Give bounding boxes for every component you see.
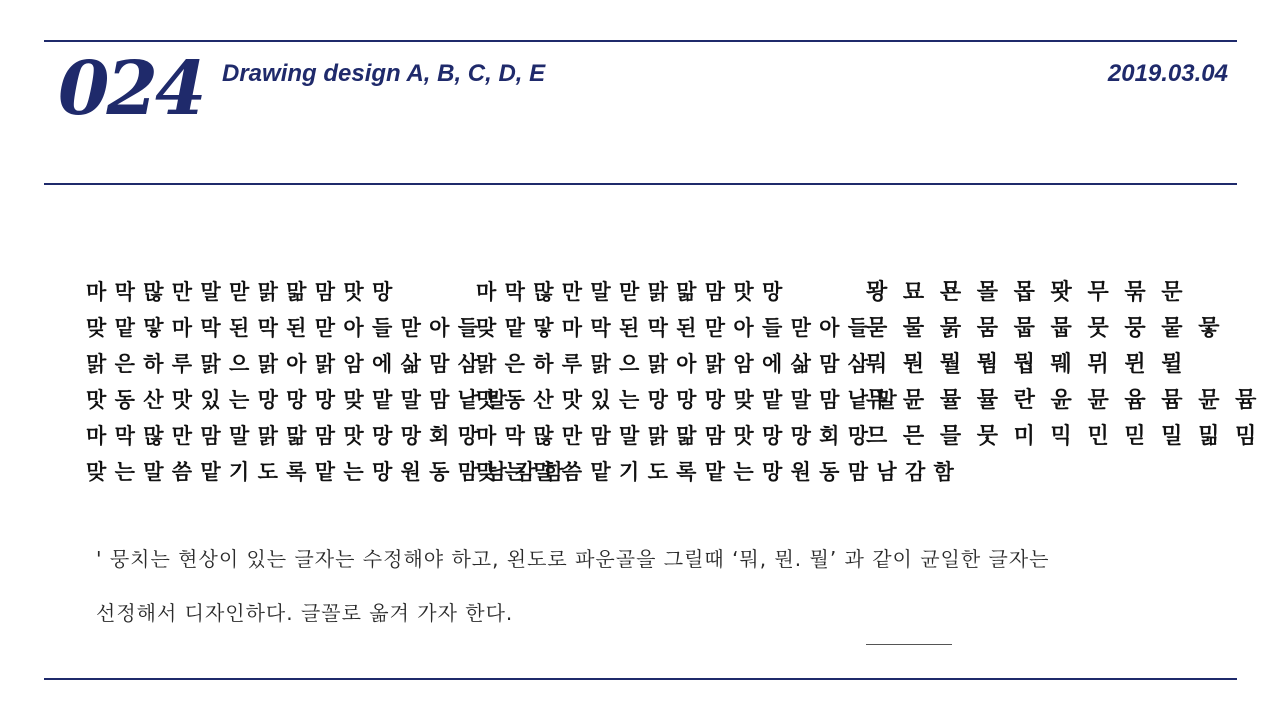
header-top-rule	[44, 40, 1237, 42]
handwriting-scan	[58, 244, 1261, 644]
lettering-line: 맞 맡 맣 마 막 된 막 된 맏 아 들 맏 아 들	[476, 315, 869, 340]
lettering-line: 뮤 뮨 뮬 뮬 란 윤 뮨 윰 뮴 뮨 뮴	[866, 387, 1261, 413]
lettering-line: 맞 는 말 씀 맡 기 도 록 맡 는 망 원 동 맘 남 감 함	[86, 459, 565, 484]
lettering-line: 뫙 묘 묜 몰 몹 뫗 무 묶 문	[866, 279, 1187, 305]
lettering-line: 묻 물 묽 뭄 뭅 뭅 뭇 뭉 뭍 뭏	[866, 315, 1224, 341]
lettering-line: 맛 동 산 맛 있 는 망 망 망 맞 맡 말 맘 낱 말	[476, 387, 898, 412]
lettering-line: 마 막 많 만 맘 말 맑 맒 맘 맛 망 망 회 망	[476, 423, 869, 448]
lettering-line: 맞 맡 맣 마 막 된 막 된 맏 아 들 맏 아 들	[86, 315, 479, 340]
note-line: ' 뭉치는 현상이 있는 글자는 수정해야 하고, 왼도로 파운골을 그릴때 ‘뭐, 뭔. 뭘’ 과 같이 균일한 글자는	[96, 547, 1050, 571]
pencil-underline	[866, 644, 952, 645]
lettering-line: 마 막 많 만 말 맏 맑 맒 맘 맛 망	[476, 279, 783, 304]
lettering-line: 맑 은 하 루 맑 으 맑 아 맑 암 에 삶 맘 삼	[86, 351, 479, 376]
footer-rule	[44, 678, 1237, 680]
header-bottom-rule	[44, 183, 1237, 185]
page-title: Drawing design A, B, C, D, E	[222, 60, 546, 87]
lettering-line: 므 믄 믈 뭇 미 믹 민 믿 밀 밂 밈	[866, 423, 1261, 449]
lettering-line: 마 막 많 만 맘 말 맑 맒 맘 맛 망 망 회 망	[86, 423, 479, 448]
lettering-line: 마 막 많 만 말 맏 맑 맒 맘 맛 망	[86, 279, 393, 304]
page-number: 024	[58, 46, 204, 132]
lettering-panel-c	[866, 274, 1261, 454]
lettering-line: 맞 는 말 씀 맡 기 도 록 맡 는 망 원 동 맘 남 감 함	[476, 459, 955, 484]
lettering-line: 맛 동 산 맛 있 는 망 망 망 맞 맡 말 맘 낱 말	[86, 387, 508, 412]
note-line: 선정해서 디자인하다. 글꼴로 옮겨 가자 한다.	[96, 601, 514, 625]
handwritten-note	[96, 532, 1206, 640]
lettering-panel-a	[86, 274, 565, 490]
lettering-line: 뭐 뭔 뭘 뭠 뭡 뭬 뮈 뮌 뮐	[866, 351, 1187, 377]
lettering-panel-b	[476, 274, 955, 490]
page-date: 2019.03.04	[1107, 60, 1228, 87]
lettering-line: 맑 은 하 루 맑 으 맑 아 맑 암 에 삶 맘 삼	[476, 351, 869, 376]
